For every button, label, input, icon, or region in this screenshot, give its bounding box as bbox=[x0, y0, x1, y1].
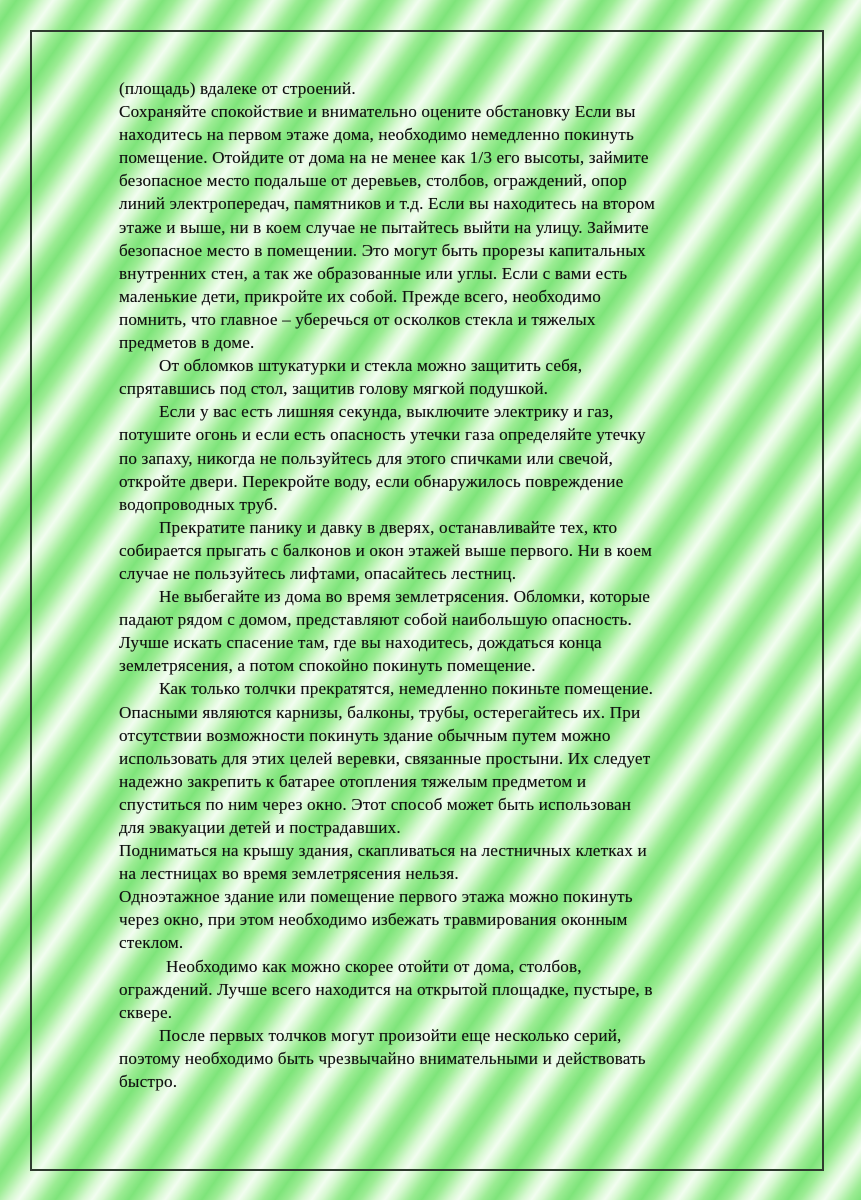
text-line: собирается прыгать с балконов и окон этажей выше первого. Ни в коем bbox=[119, 540, 653, 560]
text-line: Подниматься на крышу здания, скапливаться на лестничных клетках и bbox=[119, 841, 647, 861]
text-line: Если у вас есть лишняя секунда, выключите электрику и газ, bbox=[159, 402, 614, 422]
text-line: Необходимо как можно скорее отойти от дома, столбов, bbox=[166, 956, 582, 976]
text-line: водопроводных труб. bbox=[119, 494, 278, 514]
text-line: использовать для этих целей веревки, связанные простыни. Их следует bbox=[119, 748, 651, 768]
text-line: откройте двери. Перекройте воду, если обнаружилось повреждение bbox=[119, 471, 624, 491]
text-line: безопасное место подальше от деревьев, столбов, ограждений, опор bbox=[119, 171, 628, 191]
text-line: землетрясения, а потом спокойно покинуть помещение. bbox=[119, 656, 536, 676]
text-line: ограждений. Лучше всего находится на открытой площадке, пустыре, в bbox=[119, 979, 653, 999]
text-line: по запаху, никогда не пользуйтесь для этого спичками или свечой, bbox=[119, 448, 613, 468]
text-line: быстро. bbox=[119, 1072, 178, 1092]
text-line: спрятавшись под стол, защитив голову мягкой подушкой. bbox=[119, 379, 549, 399]
text-line: Прекратите панику и давку в дверях, останавливайте тех, кто bbox=[159, 517, 618, 537]
text-line: После первых толчков могут произойти еще несколько серий, bbox=[159, 1025, 622, 1045]
text-line: Не выбегайте из дома во время землетрясения. Обломки, которые bbox=[159, 587, 651, 607]
text-line: Как только толчки прекратятся, немедленно покиньте помещение. bbox=[159, 679, 654, 699]
text-line: предметов в доме. bbox=[119, 333, 255, 353]
text-line: падают рядом с домом, представляют собой наибольшую опасность. bbox=[119, 610, 632, 630]
document-text bbox=[119, 77, 799, 1093]
text-line: потушите огонь и если есть опасность утечки газа определяйте утечку bbox=[119, 425, 646, 445]
text-line: на лестницах во время землетрясения нельзя. bbox=[119, 864, 459, 884]
text-line: помнить, что главное – уберечься от осколков стекла и тяжелых bbox=[119, 309, 596, 329]
text-line: (площадь) вдалеке от строений. bbox=[119, 79, 356, 98]
text-line: внутренних стен, а так же образованные или углы. Если с вами есть bbox=[119, 263, 628, 283]
text-line: маленькие дети, прикройте их собой. Прежде всего, необходимо bbox=[119, 286, 601, 306]
text-line: Лучше искать спасение там, где вы находитесь, дождаться конца bbox=[119, 633, 602, 653]
text-line: поэтому необходимо быть чрезвычайно внимательными и действовать bbox=[119, 1048, 646, 1068]
text-line: Сохраняйте спокойствие и внимательно оцените обстановку Если вы bbox=[119, 102, 636, 122]
text-line: отсутствии возможности покинуть здание обычным путем можно bbox=[119, 725, 611, 745]
text-line: сквере. bbox=[119, 1002, 173, 1022]
text-line: безопасное место в помещении. Это могут быть прорезы капитальных bbox=[119, 240, 646, 260]
text-line: находитесь на первом этаже дома, необходимо немедленно покинуть bbox=[119, 125, 634, 145]
text-line: линий электропередач, памятников и т.д. Если вы находитесь на втором bbox=[119, 194, 655, 214]
text-line: От обломков штукатурки и стекла можно защитить себя, bbox=[159, 356, 583, 376]
text-line: случае не пользуйтесь лифтами, опасайтесь лестниц. bbox=[119, 563, 517, 583]
text-line: через окно, при этом необходимо избежать травмирования оконным bbox=[119, 910, 628, 930]
text-line: стеклом. bbox=[119, 933, 184, 953]
text-line: Опасными являются карнизы, балконы, трубы, остерегайтесь их. При bbox=[119, 702, 641, 722]
text-line: помещение. Отойдите от дома на не менее как 1/3 его высоты, займите bbox=[119, 148, 649, 168]
text-line: этаже и выше, ни в коем случае не пытайтесь выйти на улицу. Займите bbox=[119, 217, 649, 237]
text-line: для эвакуации детей и пострадавших. bbox=[119, 818, 401, 837]
text-line: надежно закрепить к батарее отопления тяжелым предметом и bbox=[119, 771, 587, 791]
text-line: спуститься по ним через окно. Этот способ может быть использован bbox=[119, 794, 632, 814]
text-line: Одноэтажное здание или помещение первого этажа можно покинуть bbox=[119, 887, 633, 907]
